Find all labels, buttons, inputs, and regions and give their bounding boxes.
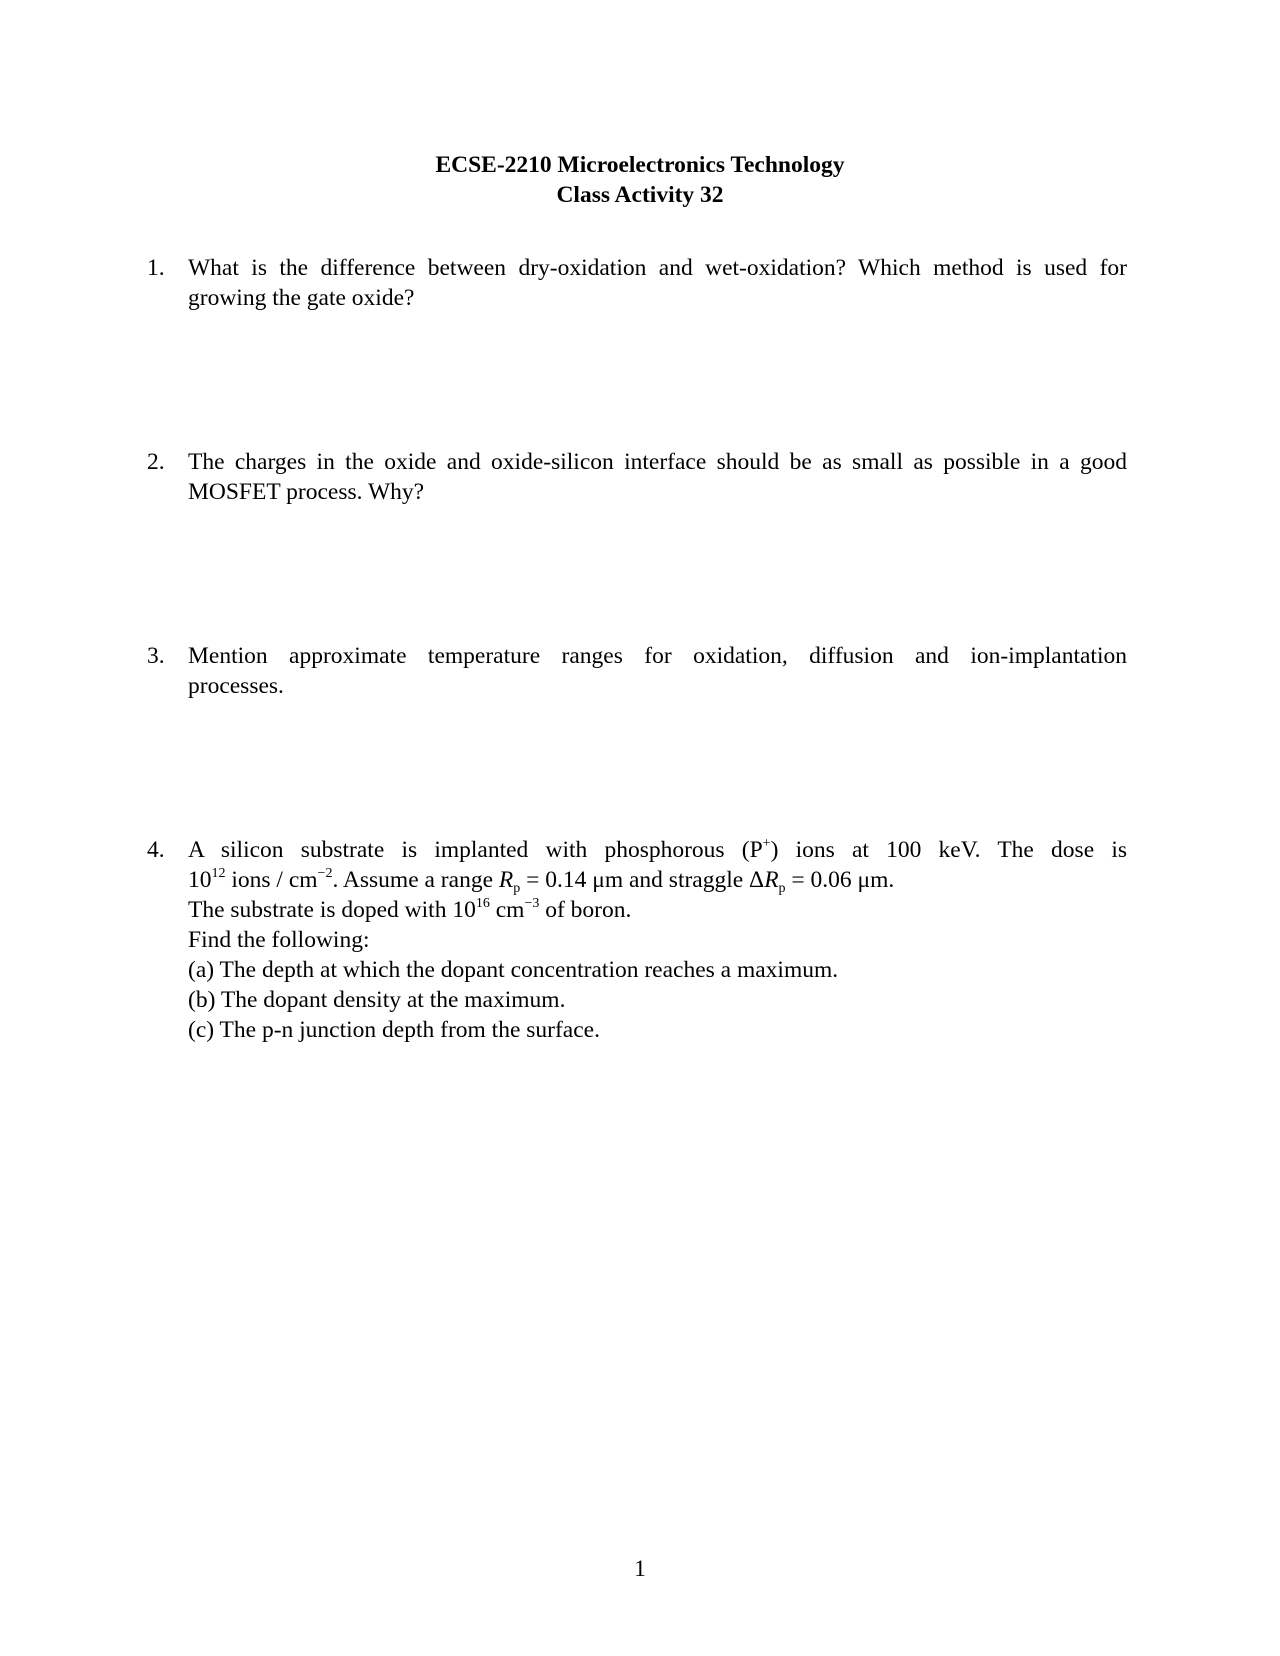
page-number: 1 (634, 1556, 646, 1582)
question-text-line: What is the difference between dry-oxidation and wet-oxidation? Which method is used for (188, 255, 1127, 281)
question-text-line: growing the gate oxide? (188, 285, 415, 311)
question-text-line: The charges in the oxide and oxide-silicon interface should be as small as possible in a good (188, 449, 1127, 475)
question-text-line: MOSFET process. Why? (188, 479, 425, 505)
question-2 (147, 447, 1127, 507)
question-3 (147, 641, 1127, 701)
question-1 (147, 253, 1127, 313)
question-number: 2. (147, 449, 165, 475)
document-header (0, 150, 1280, 210)
question-text-line: processes. (188, 673, 284, 699)
question-number: 1. (147, 255, 165, 281)
question-number: 3. (147, 643, 165, 669)
course-title: ECSE-2210 Microelectronics Technology (435, 152, 845, 178)
substrate-line: The substrate is doped with $10^{16}$ $cm^{-3}$ of boron. (188, 896, 632, 923)
sub-question-b: (b) The dopant density at the maximum. (188, 987, 566, 1013)
activity-title: Class Activity 32 (556, 182, 724, 208)
find-following-line: Find the following: (188, 927, 370, 953)
dose-line: $10^{12}$ ions / $cm^{-2}$. Assume a range $R_p = 0.14$ μm and straggle $\Delta R_p = 0.06$ μm. (188, 866, 895, 896)
question-4 (147, 835, 1127, 1045)
question-number: 4. (147, 837, 165, 863)
sub-question-c: (c) The p-n junction depth from the surface. (188, 1017, 600, 1043)
sub-question-a: (a) The depth at which the dopant concentration reaches a maximum. (188, 957, 839, 983)
question-text-line: Mention approximate temperature ranges for oxidation, diffusion and ion-implantation (188, 643, 1127, 669)
question-text-line: A silicon substrate is implanted with phosphorous (P+) ions at 100 keV. The dose is (188, 836, 1127, 863)
